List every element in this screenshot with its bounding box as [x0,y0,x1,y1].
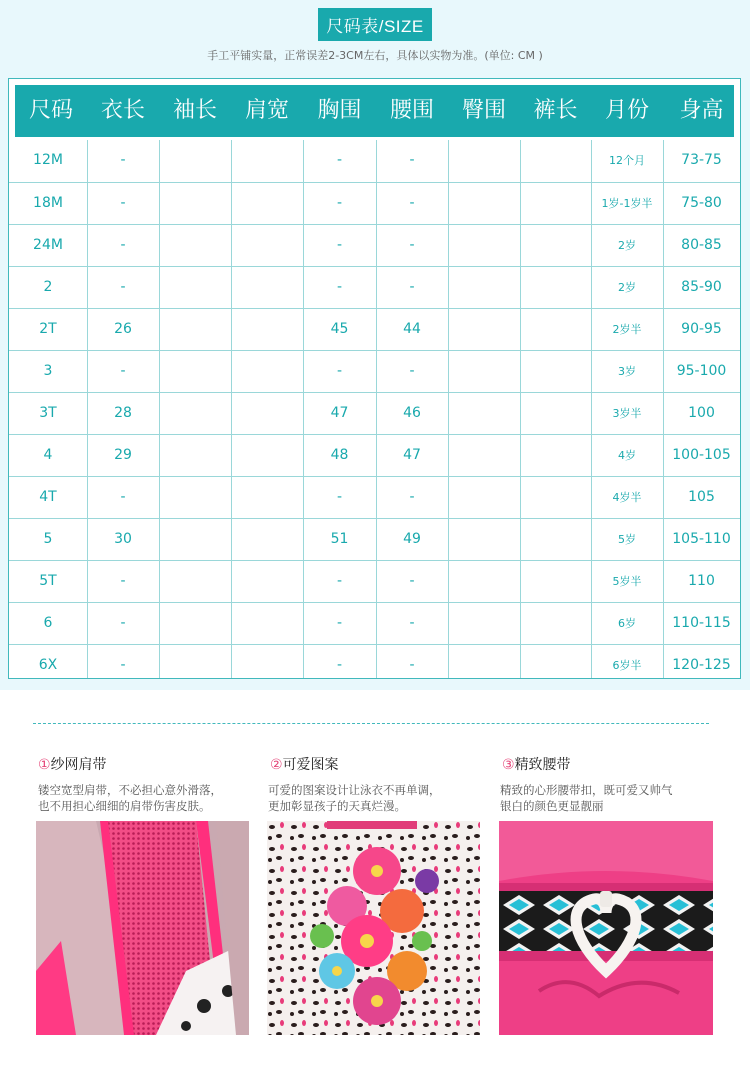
cell-pants [520,267,591,308]
table-row [9,476,740,518]
cell-length: - [120,279,126,295]
cell-age: 2岁 [618,281,636,294]
cell-chest: - [336,195,343,211]
cell-chest: 47 [330,405,349,421]
cell-shoulder [231,309,303,350]
floral-pattern-image [267,821,480,1035]
cell-shoulder [231,267,303,308]
feature-title-1 [38,754,107,774]
feature-number: ② [270,757,283,773]
cell-pants [520,183,591,224]
cell-size: 2 [43,279,53,295]
column-divider [87,140,88,678]
cell-waist: 44 [403,321,421,337]
measurement-note: 手工平铺实量，正常误差2-3CM左右，具体以实物为准。(单位: CM ) [207,49,543,62]
cell-shoulder [231,603,303,644]
cell-waist: - [409,657,415,673]
cell-size: 6X [38,657,58,673]
cell-height: 75-80 [681,195,722,211]
cell-age: 6岁 [618,617,636,630]
cell-waist: - [409,615,415,631]
feature-desc-line: 精致的心形腰带扣，既可爱又帅气 [500,783,673,797]
cell-height: 100 [688,405,715,421]
mesh-strap-image [36,821,249,1035]
cell-length: 29 [114,447,132,463]
feature-desc-3 [500,782,715,814]
page-title: 尺码表/SIZE [318,8,432,41]
cell-chest: - [336,573,343,589]
cell-length: - [120,195,126,211]
cell-size: 5T [39,573,57,589]
cell-sleeve [159,225,231,266]
cell-height: 90-95 [681,321,722,337]
cell-age: 3岁半 [612,407,642,420]
section-divider [33,723,709,724]
cell-size: 4T [39,489,57,505]
cell-sleeve [159,183,231,224]
cell-pants [520,140,591,181]
feature-title-3 [502,754,571,774]
cell-height: 80-85 [681,237,722,253]
heart-buckle-image [499,821,713,1035]
table-row [9,308,740,350]
table-row [9,560,740,602]
cell-age: 2岁半 [612,323,642,336]
cell-waist: - [409,237,415,253]
cell-chest: - [336,152,343,168]
cell-shoulder [231,351,303,392]
cell-age: 12个月 [609,154,645,167]
cell-chest: 51 [330,531,349,547]
cell-size: 3T [39,405,57,421]
cell-age: 1岁-1岁半 [601,197,653,210]
cell-pants [520,519,591,560]
cell-size: 2T [39,321,57,337]
cell-hip [448,645,520,686]
cell-size: 18M [33,195,63,211]
cell-chest: - [336,237,343,253]
cell-waist: - [409,573,415,589]
cell-age: 4岁半 [612,491,642,504]
table-body [9,140,740,686]
cell-height: 105-110 [672,531,731,547]
cell-sleeve [159,435,231,476]
table-row [9,182,740,224]
cell-pants [520,603,591,644]
cell-chest: 45 [330,321,349,337]
cell-sleeve [159,140,231,181]
cell-pants [520,225,591,266]
cell-length: 26 [114,321,132,337]
header-age: 月份 [604,98,649,123]
cell-hip [448,477,520,518]
table-header [15,85,734,137]
cell-shoulder [231,519,303,560]
cell-size: 12M [33,152,63,168]
cell-age: 2岁 [618,239,636,252]
header-pants: 裤长 [533,98,578,123]
feature-title-text: 精致腰带 [514,757,571,773]
cell-chest: - [336,615,343,631]
column-divider [448,140,449,678]
header-sleeve: 袖长 [172,98,217,123]
cell-waist: - [409,195,415,211]
size-table [8,78,741,679]
header-shoulder: 肩宽 [244,98,289,123]
cell-chest: 48 [330,447,349,463]
cell-waist: - [409,363,415,379]
header-hip: 臀围 [461,98,506,123]
cell-shoulder [231,435,303,476]
cell-sleeve [159,645,231,686]
cell-chest: - [336,489,343,505]
cell-sleeve [159,309,231,350]
cell-chest: - [336,657,343,673]
feature-desc-2 [268,782,483,814]
feature-desc-line: 可爱的图案设计让泳衣不再单调， [268,783,441,797]
table-row [9,350,740,392]
cell-shoulder [231,477,303,518]
cell-hip [448,519,520,560]
table-row [9,392,740,434]
column-divider [159,140,160,678]
cell-sleeve [159,477,231,518]
title-wrap [0,8,750,41]
cell-height: 110 [688,573,715,589]
cell-size: 5 [43,531,53,547]
cell-hip [448,603,520,644]
column-divider [520,140,521,678]
table-row [9,602,740,644]
cell-shoulder [231,645,303,686]
table-row [9,140,740,182]
cell-shoulder [231,140,303,181]
cell-size: 24M [33,237,63,253]
cell-length: 30 [114,531,132,547]
cell-shoulder [231,393,303,434]
cell-waist: - [409,489,415,505]
cell-pants [520,561,591,602]
cell-sleeve [159,351,231,392]
feature-number: ① [38,757,51,773]
feature-title-2 [270,754,339,774]
cell-sleeve [159,393,231,434]
cell-waist: 47 [403,447,421,463]
feature-desc-line: 更加彰显孩子的天真烂漫。 [268,799,406,813]
cell-age: 6岁半 [612,659,642,672]
feature-desc-line: 银白的颜色更显靓丽 [500,799,604,813]
cell-hip [448,435,520,476]
cell-age: 5岁半 [612,575,642,588]
column-divider [376,140,377,678]
cell-length: - [120,657,126,673]
header-height: 身高 [679,98,724,123]
header-size: 尺码 [28,98,73,123]
cell-height: 110-115 [672,615,731,631]
cell-age: 5岁 [618,533,636,546]
feature-desc-line: 也不用担心细细的肩带伤害皮肤。 [38,799,211,813]
cell-height: 105 [688,489,715,505]
cell-hip [448,140,520,181]
cell-hip [448,393,520,434]
header-waist: 腰围 [389,98,434,123]
cell-length: - [120,573,126,589]
feature-desc-line: 镂空宽型肩带，不必担心意外滑落， [38,783,222,797]
header-length: 衣长 [100,98,145,123]
cell-waist: 46 [403,405,421,421]
mesh-strap-photo [36,821,249,1035]
column-divider [591,140,592,678]
cell-shoulder [231,225,303,266]
cell-height: 95-100 [676,363,727,379]
cell-length: - [120,237,126,253]
cell-sleeve [159,561,231,602]
cell-height: 120-125 [672,657,731,673]
table-row [9,266,740,308]
feature-desc-1 [38,782,253,814]
cell-hip [448,225,520,266]
cell-chest: - [336,363,343,379]
cell-length: - [120,363,126,379]
cell-hip [448,183,520,224]
column-divider [231,140,232,678]
cell-pants [520,435,591,476]
table-row [9,518,740,560]
table-row [9,644,740,686]
cell-length: 28 [114,405,132,421]
floral-pattern-photo [267,821,480,1035]
cell-height: 100-105 [672,447,731,463]
cell-chest: - [336,279,343,295]
cell-length: - [120,152,126,168]
cell-pants [520,393,591,434]
cell-sleeve [159,267,231,308]
table-row [9,434,740,476]
cell-shoulder [231,561,303,602]
cell-length: - [120,489,126,505]
cell-hip [448,351,520,392]
cell-height: 85-90 [681,279,722,295]
cell-pants [520,477,591,518]
cell-size: 4 [43,447,53,463]
cell-shoulder [231,183,303,224]
feature-number: ③ [502,757,515,773]
cell-pants [520,645,591,686]
cell-size: 3 [43,363,53,379]
header-chest: 胸围 [317,98,362,123]
feature-title-text: 纱网肩带 [50,757,107,773]
cell-length: - [120,615,126,631]
cell-sleeve [159,603,231,644]
cell-pants [520,351,591,392]
cell-age: 3岁 [618,365,636,378]
heart-buckle-photo [499,821,713,1035]
table-row [9,224,740,266]
cell-waist: - [409,152,415,168]
feature-title-text: 可爱图案 [282,757,339,773]
cell-age: 4岁 [618,449,636,462]
column-divider [663,140,664,678]
cell-waist: 49 [403,531,421,547]
cell-size: 6 [43,615,53,631]
cell-height: 73-75 [681,152,722,168]
cell-hip [448,267,520,308]
cell-sleeve [159,519,231,560]
cell-pants [520,309,591,350]
cell-hip [448,309,520,350]
cell-hip [448,561,520,602]
column-divider [303,140,304,678]
cell-waist: - [409,279,415,295]
